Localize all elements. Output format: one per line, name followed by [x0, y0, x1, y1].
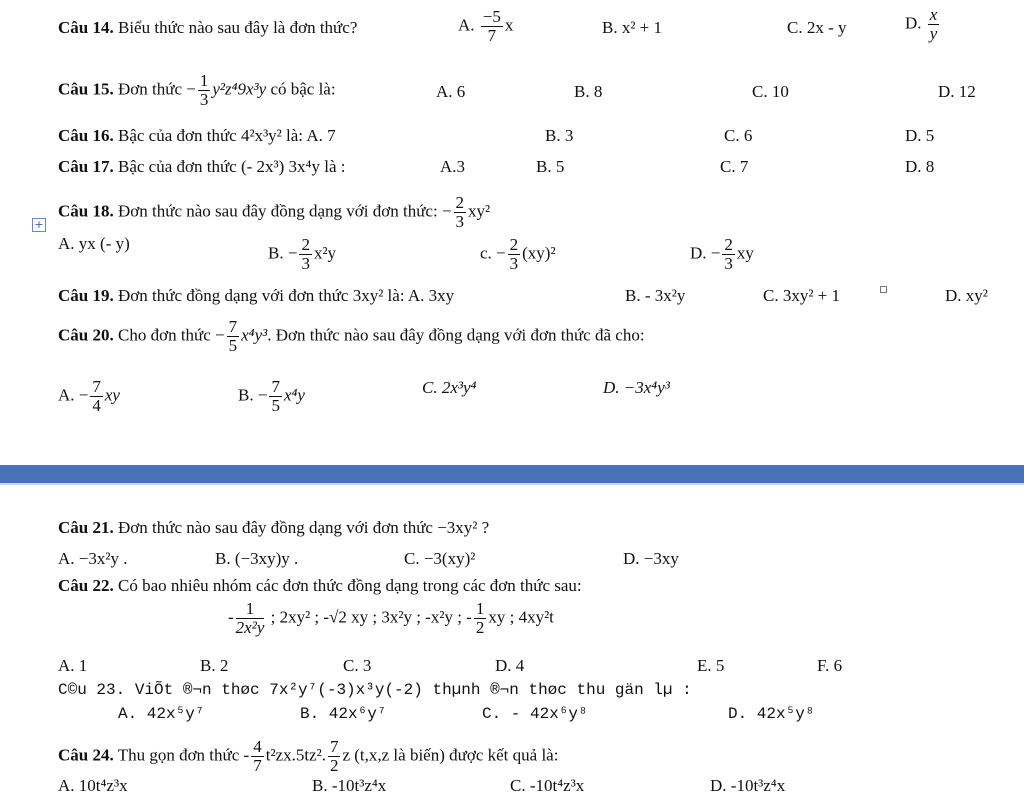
q22-e4: xy ; 4xy²t	[488, 607, 554, 627]
section-divider	[0, 465, 1024, 483]
q23-option-a: A. 42x⁵y⁷	[118, 705, 205, 723]
q14-label: Câu 14.	[58, 18, 114, 37]
q20-b-fraction	[269, 378, 282, 415]
q18-d-fraction	[722, 236, 735, 273]
q20-b-prefix: B. −	[238, 385, 268, 405]
q20-stem	[58, 318, 645, 355]
q15-label: Câu 15.	[58, 79, 114, 99]
q18-label: Câu 18.	[58, 201, 114, 221]
q18-option-b	[268, 236, 336, 273]
q24-option-a: A. 10t⁴z³x	[58, 776, 128, 795]
q20-den: 5	[228, 336, 238, 355]
q18-tail: xy²	[468, 201, 491, 221]
q20-minus: −	[215, 325, 225, 345]
q15-num: 1	[199, 71, 209, 90]
q18-stem	[58, 194, 490, 231]
q17-option-c: C. 7	[720, 157, 749, 176]
q18-num: 2	[455, 193, 465, 212]
q20-b-den: 5	[271, 396, 280, 415]
q19-option-a: A. 3xy	[407, 286, 455, 305]
q24-text-pre: Thu gọn đơn thức -	[117, 745, 250, 765]
q22-text: Có bao nhiêu nhóm các đơn thức đồng dạng trong các đơn thức sau:	[117, 576, 582, 595]
q17-stem	[58, 157, 345, 177]
q18-d-num: 2	[724, 235, 733, 254]
q21-option-c: C. −3(xy)²	[404, 549, 476, 568]
q21-label: Câu 21.	[58, 518, 114, 537]
q14-a-num: −5	[482, 7, 501, 26]
q14-option-b: B. x² + 1	[602, 18, 663, 37]
q24-num2: 7	[329, 737, 339, 756]
q20-a-prefix: A. −	[58, 385, 89, 405]
q18-minus: −	[441, 201, 452, 221]
q20-text-pre: Cho đơn thức	[117, 325, 211, 345]
q15-text-pre: Đơn thức	[117, 79, 182, 99]
q24-option-d: D. -10t³z⁴x	[710, 776, 786, 795]
q24-label: Câu 24.	[58, 745, 114, 765]
q22-stem	[58, 576, 582, 596]
q22-e1-minus: -	[228, 607, 234, 627]
q24-option-c: C. -10t⁴z³x	[510, 776, 585, 795]
q14-d-num: x	[929, 5, 938, 24]
q18-d-tail: xy	[736, 243, 754, 263]
q18-option-d	[690, 236, 754, 273]
q22-e1-den: 2x²y	[235, 618, 265, 637]
q20-option-a	[58, 378, 120, 415]
q24-mid: t²zx.5tz².	[265, 745, 326, 765]
q22-option-c: C. 3	[343, 656, 372, 675]
q16-label: Câu 16.	[58, 126, 114, 145]
q18-option-a: A. yx (- y)	[58, 234, 130, 253]
q17-text: Bậc của đơn thức (- 2x³) 3x⁴y là :	[117, 157, 346, 176]
q21-stem	[58, 518, 489, 538]
q15-option-c: C. 10	[752, 82, 789, 101]
q15-den: 3	[199, 90, 209, 109]
q18-c-prefix: c. −	[480, 243, 506, 263]
q18-fraction	[454, 194, 467, 231]
q23-stem: C©u 23. ViÕt ®¬n thøc 7x²y⁷(-3)x³y(-2) thµnh ®¬n thøc thu gän lµ :	[58, 681, 692, 699]
q18-b-den: 3	[301, 254, 310, 273]
q17-option-b: B. 5	[536, 157, 565, 176]
q20-option-c: C. 2x³y⁴	[422, 378, 477, 397]
q18-d-prefix: D. −	[690, 243, 721, 263]
q20-text-post: . Đơn thức nào sau đây đồng dạng với đơn thức đã cho:	[267, 325, 645, 345]
q14-a-den: 7	[487, 26, 497, 45]
q23-option-d: D. 42x⁵y⁸	[728, 705, 815, 723]
q22-e1-fraction	[236, 600, 265, 637]
q18-b-tail: x²y	[313, 243, 337, 263]
q22-e3-num: 1	[475, 599, 485, 618]
q19-option-d: D. xy²	[945, 286, 988, 305]
q20-option-d: D. −3x⁴y³	[603, 378, 670, 397]
q18-b-fraction	[299, 236, 312, 273]
q22-option-d: D. 4	[495, 656, 525, 675]
q22-option-a: A. 1	[58, 656, 88, 675]
q15-minus: −	[186, 79, 196, 99]
q22-e3-den: 2	[475, 618, 485, 637]
move-handle-icon[interactable]: +	[32, 218, 46, 232]
q20-a-num: 7	[92, 377, 101, 396]
q21-option-d: D. −3xy	[623, 549, 679, 568]
q14-a-tail: x	[504, 15, 514, 35]
q18-c-tail: (xy)²	[522, 243, 556, 263]
q14-option-c: C. 2x - y	[787, 18, 847, 37]
q24-fraction-2	[328, 738, 341, 775]
q18-b-num: 2	[301, 235, 310, 254]
q14-a-fraction	[481, 8, 503, 45]
q20-b-num: 7	[271, 377, 280, 396]
q22-e2: ; 2xy² ; -√2 xy ; 3x²y ; -x²y ; -	[270, 607, 472, 627]
q16-option-c: C. 6	[724, 126, 753, 145]
q15-option-d: D. 12	[938, 82, 976, 101]
q22-option-f: F. 6	[817, 656, 843, 675]
q24-den1: 7	[253, 756, 262, 775]
q15-expr: y²z⁴9x³y	[212, 79, 267, 99]
q15-option-a: A. 6	[436, 82, 466, 101]
q20-a-tail: xy	[104, 385, 120, 405]
q14-d-den: y	[929, 24, 938, 43]
q19-label: Câu 19.	[58, 286, 114, 305]
q18-c-num: 2	[509, 235, 519, 254]
q15-text-post: có bậc là:	[270, 79, 336, 99]
q20-label: Câu 20.	[58, 325, 114, 345]
section-divider-shadow	[0, 483, 1024, 485]
q18-option-c	[480, 236, 556, 273]
q22-e3-fraction	[474, 600, 487, 637]
q22-label: Câu 22.	[58, 576, 114, 595]
q14-d-prefix: D.	[905, 13, 922, 33]
q22-option-b: B. 2	[200, 656, 229, 675]
q21-option-a: A. −3x²y .	[58, 549, 128, 568]
q20-a-den: 4	[92, 396, 101, 415]
q16-option-b: B. 3	[545, 126, 574, 145]
q20-expr: x⁴y³	[241, 325, 268, 345]
q20-option-b	[238, 378, 305, 415]
q14-d-fraction	[928, 6, 940, 43]
q18-text: Đơn thức nào sau đây đồng dạng với đơn thức:	[117, 201, 438, 221]
q24-den2: 2	[329, 756, 339, 775]
q21-text: Đơn thức nào sau đây đồng dạng với đơn thức −3xy² ?	[117, 518, 490, 537]
q19-option-b: B. - 3x²y	[625, 286, 686, 305]
q14-option-d	[905, 6, 941, 43]
square-marker-icon	[880, 286, 887, 293]
q17-option-a: A.3	[440, 157, 466, 176]
q20-a-fraction	[90, 378, 103, 415]
q20-fraction	[227, 318, 240, 355]
q17-option-d: D. 8	[905, 157, 935, 176]
q23-option-c: C. - 42x⁶y⁸	[482, 705, 588, 723]
q24-stem	[58, 738, 558, 775]
q22-e1-num: 1	[236, 600, 265, 619]
q18-den: 3	[455, 212, 465, 231]
q22-expressions	[228, 600, 554, 637]
q22-option-e: E. 5	[697, 656, 725, 675]
q17-label: Câu 17.	[58, 157, 114, 176]
q16-stem	[58, 126, 336, 146]
q24-text-post: z (t,x,z là biến) được kết quả là:	[342, 745, 559, 765]
q14-text: Biểu thức nào sau đây là đơn thức?	[117, 18, 358, 37]
q24-num1: 4	[253, 737, 262, 756]
q23-option-b: B. 42x⁶y⁷	[300, 705, 387, 723]
q18-d-den: 3	[724, 254, 733, 273]
q14-option-a	[458, 8, 513, 45]
q14-a-prefix: A.	[458, 15, 475, 35]
q15-option-b: B. 8	[574, 82, 603, 101]
q24-option-b: B. -10t³z⁴x	[312, 776, 387, 795]
q20-b-tail: x⁴y	[283, 385, 305, 405]
q19-option-c: C. 3xy² + 1	[763, 286, 841, 305]
q18-c-fraction	[508, 236, 521, 273]
q18-c-den: 3	[509, 254, 519, 273]
q24-fraction-1	[251, 738, 264, 775]
q19-stem	[58, 286, 454, 306]
q14-stem	[58, 18, 357, 38]
q15-stem	[58, 72, 336, 109]
q16-option-d: D. 5	[905, 126, 935, 145]
q19-text: Đơn thức đồng dạng với đơn thức 3xy² là:	[117, 286, 405, 305]
q16-text: Bậc của đơn thức 4²x³y² là:	[117, 126, 304, 145]
q16-option-a: A. 7	[306, 126, 336, 145]
q20-num: 7	[228, 317, 238, 336]
q15-fraction	[198, 72, 211, 109]
q21-option-b: B. (−3xy)y .	[215, 549, 299, 568]
q18-b-prefix: B. −	[268, 243, 298, 263]
